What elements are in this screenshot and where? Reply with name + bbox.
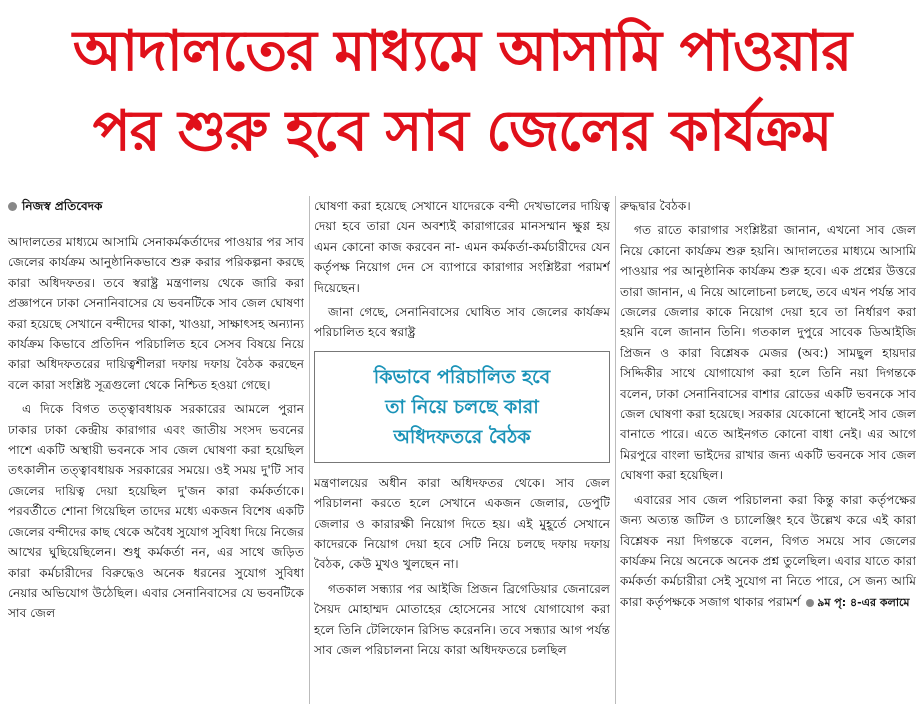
byline-text: নিজস্ব প্রতিবেদক	[22, 199, 103, 213]
paragraph-text: এবারের সাব জেল পরিচালনা করা কিন্তু কারা কর্তৃপক্ষের জন্য অত্যন্ত জটিল ও চ্যালেঞ্জিং হবে উল্লেখ করে এই কারা বিশ্লেষক নয়া দিগন্তকে বলেন, বিগত সময়ে সাব জেলের কার্যক্রম নিয়ে অনেকে অনেক প্রশ্ন তুলেছিল। এবার যাতে কারা কর্মকর্তা কর্মচারীরা সেই সুযোগ না নিতে পারে, সে জন্য আমি কারা কর্তৃপক্ষকে সজাগ থাকার পরামর্শ	[620, 492, 916, 609]
column-divider	[615, 196, 616, 704]
paragraph	[620, 490, 916, 613]
paragraph: ঘোষণা করা হয়েছে সেখানে যাদেরকে বন্দী দেখভালের দায়িত্ব দেয়া হবে তারা যেন অবশ্যই কারাগারের মানসম্মান ক্ষুণ্ণ হয় এমন কোনো কাজ করবেন না- এমন কর্মকর্তা-কর্মচারীদের যেন কর্তৃপক্ষ নিয়োগ দেন সে ব্যাপারে কারাগার সংশ্লিষ্টরা পরামর্শ দিয়েছেন।	[314, 199, 610, 295]
pull-quote	[314, 351, 610, 463]
paragraph: গতকাল সন্ধ্যার পর আইজি প্রিজন ব্রিগেডিয়ার জেনারেল সৈয়দ মোহাম্মদ মোতাহের হোসেনের সাথে যোগাযোগ করা হলে তিনি টেলিফোন রিসিভ করেননি। তবে সন্ধ্যার আগ পর্যন্ত সাব জেল পরিচালনা নিয়ে কারা অধিদফতরে চলছিল	[314, 581, 610, 658]
paragraph: মন্ত্রণালয়ের অধীন কারা অধিদফতর থেকে। সাব জেল পরিচালনা করতে হলে সেখানে একজন জেলার, ডেপুটি জেলার ও কারারক্ষী নিয়োগ দিতে হয়। এই মুহূর্তে সেখানে কাদেরকে নিয়োগ দেয়া হবে সেটি নিয়ে চলছে দফায় দফায় বৈঠক, কেউ মুখও খুলছেন না।	[314, 475, 610, 572]
article-column-3	[620, 196, 916, 708]
headline-line-2: পর শুরু হবে সাব জেলের কার্যক্রম	[92, 99, 832, 164]
bullet-icon	[806, 599, 814, 607]
pull-quote-line-2: তা নিয়ে চলছে কারা	[385, 395, 539, 418]
byline	[8, 196, 304, 216]
headline-line-1: আদালতের মাধ্যমে আসামি পাওয়ার	[72, 19, 852, 84]
paragraph: জানা গেছে, সেনানিবাসের ঘোষিত সাব জেলের কার্যক্রম পরিচালিত হবে স্বরাষ্ট্র	[314, 305, 610, 340]
pull-quote-line-3: অধিদফতরে বৈঠক	[393, 425, 531, 448]
paragraph: এ দিকে বিগত তত্ত্বাবধায়ক সরকারের আমলে পুরান ঢাকার ঢাকা কেন্দ্রীয় কারাগার এবং জাতীয় সংসদ ভবনের পাশে একটি অস্থায়ী ভবনকে সাব জেল ঘোষণা করা হয়েছিল তৎকালীন তত্ত্বাবধায়ক সরকারের সময়ে। ওই সময় দু'টি সাব জেলের দায়িত্ব দেয়া হয়েছিল দু'জন কারা কর্মকর্তাকে। পরবর্তীতে শোনা গিয়েছিল তাদের মধ্যে একজন বিশেষ একটি জেলের বন্দীদের কাছ থেকে অবৈধ সুযোগ সুবিধা দিয়ে নিজের আখের ঘুছিয়েছিলেন। শুধু কর্মকর্তা নন, এর সাথে জড়িত কারা কর্মচারীদের বিরুদ্ধেও অনেক ধরনের সুযোগ সুবিধা নেয়ার অভিযোগ উঠেছিল। এবার সেনানিবাসের যে ভবনটিকে সাব জেল	[8, 402, 304, 621]
continuation-text: ৯ম পৃ: ৪-এর কলামে	[817, 595, 910, 609]
pull-quote-line-1: কিভাবে পরিচালিত হবে	[373, 365, 551, 388]
paragraph: গত রাতে কারাগার সংশ্লিষ্টরা জানান, এখনো সাব জেল নিয়ে কোনো কার্যক্রম শুরু হয়নি। আদালতের মাধ্যমে আসামি পাওয়ার পর আনুষ্ঠানিক কার্যক্রম শুরু হবে। এক প্রশ্নের উত্তরে তারা জানান, এ নিয়ে আলোচনা চলছে, তবে এখন পর্যন্ত সাব জেলের জেলার কাকে নিয়োগ দেয়া হবে তা নির্ধারণ করা হয়নি বলে জানান তিনি। গতকাল দুপুরে সাবেক ডিআইজি প্রিজন ও কারা বিশ্লেষক মেজর (অব:) সামছুল হায়দার সিদ্দিকীর সাথে যোগাযোগ করা হলে তিনি নয়া দিগন্তকে বলেন, ঢাকা সেনানিবাসের বাশার রোডের একটি ভবনকে সাব জেল ঘোষণা করা হয়েছে। সরকার যেকোনো স্থানেই সাব জেল বানাতে পারে। এতে আইনগত কোনো বাধা নেই। এর আগে মিরপুরে বাংলা ভাইদের রাখার জন্য একটি ভবনকে সাব জেল ঘোষণা করা হয়েছিল।	[620, 223, 916, 483]
article-column-1	[8, 196, 304, 708]
column-divider	[309, 196, 310, 704]
headline	[0, 0, 924, 188]
article-column-2	[314, 196, 610, 708]
continuation-note	[806, 596, 909, 609]
paragraph: আদালতের মাধ্যমে আসামি সেনাকর্মকর্তাদের পাওয়ার পর সাব জেলের কার্যক্রম আনুষ্ঠানিকভাবে শুরু করার পরিকল্পনা করছে কারা অধিদফতর। তবে স্বরাষ্ট্র মন্ত্রণালয় থেকে জারি করা প্রজ্ঞাপনে ঢাকা সেনানিবাসের যে ভবনটিকে সাব জেল ঘোষণা করা হয়েছে সেখানে বন্দীদের থাকা, খাওয়া, সাক্ষাৎসহ অন্যান্য কার্যক্রম কিভাবে প্রতিদিন পরিচালিত হবে সেসব বিষয়ে নিয়ে কারা অধিদফতরের দায়িত্বশীলরা দফায় দফায় বৈঠক করছেন বলে কারা সংশ্লিষ্ট সূত্রগুলো থেকে নিশ্চিত হওয়া গেছে।	[8, 235, 304, 392]
paragraph: রুদ্ধদ্বার বৈঠক।	[620, 199, 691, 213]
bullet-icon	[8, 202, 17, 211]
